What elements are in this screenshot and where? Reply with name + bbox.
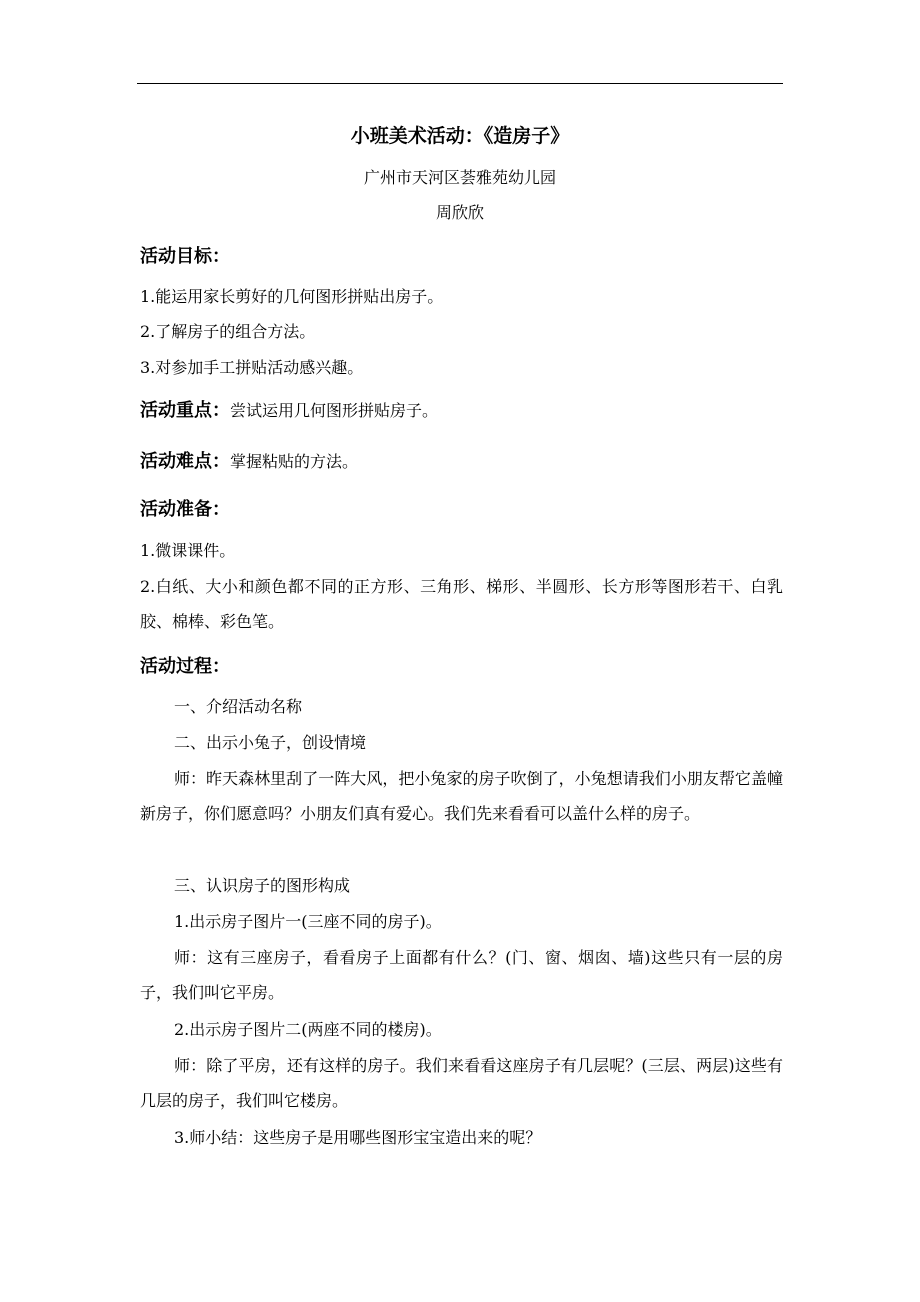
preparation-item-1: 1.微课课件。 <box>140 541 236 560</box>
preparation-heading: 活动准备： <box>140 499 230 520</box>
goals-heading: 活动目标： <box>140 246 230 267</box>
header-rule <box>137 83 783 84</box>
difficulty-row <box>140 448 358 476</box>
school-name: 广州市天河区荟雅苑幼儿园 <box>363 168 556 187</box>
key-point-row <box>140 397 438 425</box>
process-dialogue-1: 师：昨天森林里刮了一阵大风，把小兔家的房子吹倒了，小兔想请我们小朋友帮它盖幢新房子，你们愿意吗？小朋友们真有爱心。我们先来看看可以盖什么样的房子。 <box>140 769 783 823</box>
goal-item-1: 1.能运用家长剪好的几何图形拼贴出房子。 <box>140 287 444 306</box>
process-step-3: 三、认识房子的图形构成 <box>174 876 351 895</box>
process-step-2: 二、出示小兔子，创设情境 <box>174 733 367 752</box>
process-step-3-3: 3.师小结：这些房子是用哪些图形宝宝造出来的呢？ <box>174 1128 542 1147</box>
key-point-text: 尝试运用几何图形拼贴房子。 <box>230 401 439 420</box>
process-dialogue-2: 师：这有三座房子，看看房子上面都有什么？(门、窗、烟囱、墙)这些只有一层的房子，我们叫它平房。 <box>140 948 783 1002</box>
key-point-heading: 活动重点： <box>140 400 230 421</box>
process-step-1: 一、介绍活动名称 <box>174 697 303 716</box>
difficulty-text: 掌握粘贴的方法。 <box>230 452 359 471</box>
process-step-3-1: 1.出示房子图片一(三座不同的房子)。 <box>174 912 442 931</box>
difficulty-heading: 活动难点： <box>140 451 230 472</box>
process-step-3-2: 2.出示房子图片二(两座不同的楼房)。 <box>174 1020 442 1039</box>
author-name: 周欣欣 <box>435 203 484 222</box>
goal-item-2: 2.了解房子的组合方法。 <box>140 322 316 341</box>
goal-item-3: 3.对参加手工拼贴活动感兴趣。 <box>140 358 364 377</box>
preparation-item-2: 2.白纸、大小和颜色都不同的正方形、三角形、梯形、半圆形、长方形等图形若干、白乳胶、棉棒、彩色笔。 <box>140 577 783 631</box>
process-dialogue-3: 师：除了平房，还有这样的房子。我们来看看这座房子有几层呢？(三层、两层)这些有几层的房子，我们叫它楼房。 <box>140 1056 783 1110</box>
document-title: 小班美术活动：《造房子》 <box>350 125 570 147</box>
process-heading: 活动过程： <box>140 656 230 677</box>
